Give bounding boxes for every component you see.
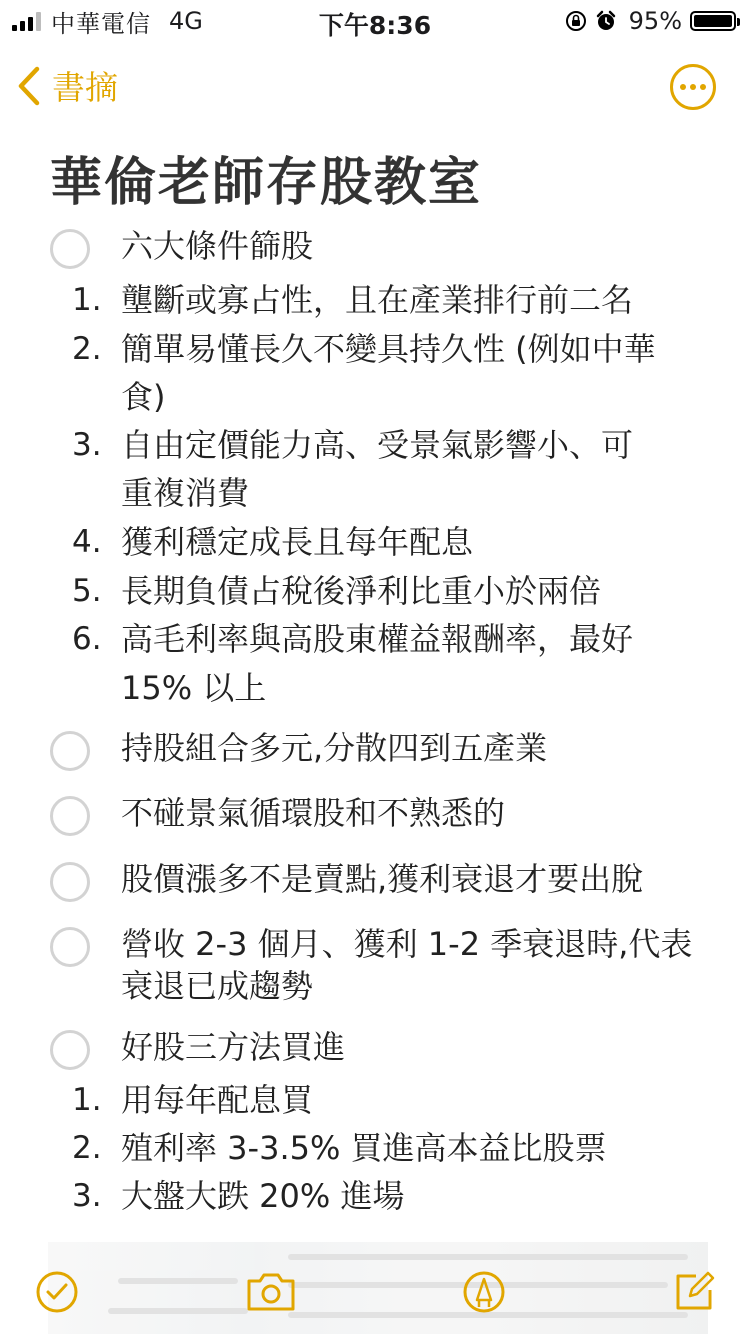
status-time: 下午8:36: [318, 11, 432, 40]
list-number: 6.: [72, 621, 102, 657]
ellipsis-dot: [700, 84, 706, 90]
checklist-text[interactable]: 衰退已成趨勢: [121, 967, 314, 1005]
checklist-icon: [35, 1270, 79, 1314]
nav-bar: [0, 58, 750, 114]
list-text[interactable]: 15% 以上: [121, 669, 267, 707]
battery-percent: 95%: [628, 7, 682, 35]
list-number: 1.: [72, 282, 102, 318]
markup-pen-icon: [462, 1270, 506, 1314]
alarm-clock-icon: [595, 10, 617, 32]
checkbox-circle[interactable]: [50, 796, 90, 836]
list-text[interactable]: 殖利率 3-3.5% 買進高本益比股票: [121, 1129, 607, 1167]
status-bar: [0, 0, 750, 40]
checkbox-circle[interactable]: [50, 229, 90, 269]
battery-icon: [690, 11, 736, 31]
list-number: 3.: [72, 1178, 102, 1214]
checklist-text[interactable]: 營收 2-3 個月、獲利 1-2 季衰退時,代表: [121, 925, 693, 963]
ellipsis-dot: [680, 84, 686, 90]
list-text[interactable]: 簡單易懂長久不變具持久性 (例如中華: [121, 330, 656, 368]
markup-button[interactable]: [460, 1268, 508, 1316]
back-button[interactable]: [16, 62, 118, 109]
bottom-toolbar: [0, 1262, 750, 1322]
checkbox-circle[interactable]: [50, 927, 90, 967]
back-label: 書摘: [52, 68, 118, 107]
checklist-text[interactable]: 好股三方法買進: [121, 1028, 346, 1066]
ellipsis-dot: [690, 84, 696, 90]
carrier-name: 中華電信: [51, 9, 151, 38]
list-text[interactable]: 獲利穩定成長且每年配息: [121, 523, 474, 561]
checklist-button[interactable]: [33, 1268, 81, 1316]
compose-button[interactable]: [670, 1268, 718, 1316]
list-number: 4.: [72, 524, 102, 560]
checkbox-circle[interactable]: [50, 1030, 90, 1070]
list-text[interactable]: 用每年配息買: [121, 1081, 314, 1119]
checkbox-circle[interactable]: [50, 862, 90, 902]
checklist-text[interactable]: 持股組合多元,分散四到五產業: [121, 729, 548, 767]
list-text[interactable]: 高毛利率與高股東權益報酬率，最好: [121, 620, 634, 658]
orientation-lock-icon: [565, 10, 587, 32]
list-number: 1.: [72, 1082, 102, 1118]
checkbox-circle[interactable]: [50, 731, 90, 771]
network-type: 4G: [169, 7, 203, 35]
chevron-left-icon: [16, 66, 42, 106]
list-text[interactable]: 大盤大跌 20% 進場: [121, 1177, 405, 1215]
list-number: 5.: [72, 573, 102, 609]
list-number: 3.: [72, 427, 102, 463]
status-right: [565, 6, 736, 36]
camera-icon: [245, 1271, 297, 1313]
list-text[interactable]: 食): [121, 378, 166, 416]
list-text[interactable]: 重複消費: [121, 474, 250, 512]
list-text[interactable]: 長期負債占稅後淨利比重小於兩倍: [121, 572, 602, 610]
list-number: 2.: [72, 1130, 102, 1166]
checklist-text[interactable]: 六大條件篩股: [121, 227, 314, 265]
checklist-text[interactable]: 股價漲多不是賣點,獲利衰退才要出脫: [121, 860, 644, 898]
compose-icon: [672, 1270, 716, 1314]
checklist-text[interactable]: 不碰景氣循環股和不熟悉的: [121, 794, 506, 832]
more-options-button[interactable]: [670, 64, 716, 110]
list-text[interactable]: 自由定價能力高、受景氣影響小、可: [121, 426, 634, 464]
note-title[interactable]: 華倫老師存股教室: [50, 153, 483, 213]
list-text[interactable]: 壟斷或寡占性，且在產業排行前二名: [121, 281, 634, 319]
camera-button[interactable]: [245, 1268, 297, 1316]
list-number: 2.: [72, 331, 102, 367]
